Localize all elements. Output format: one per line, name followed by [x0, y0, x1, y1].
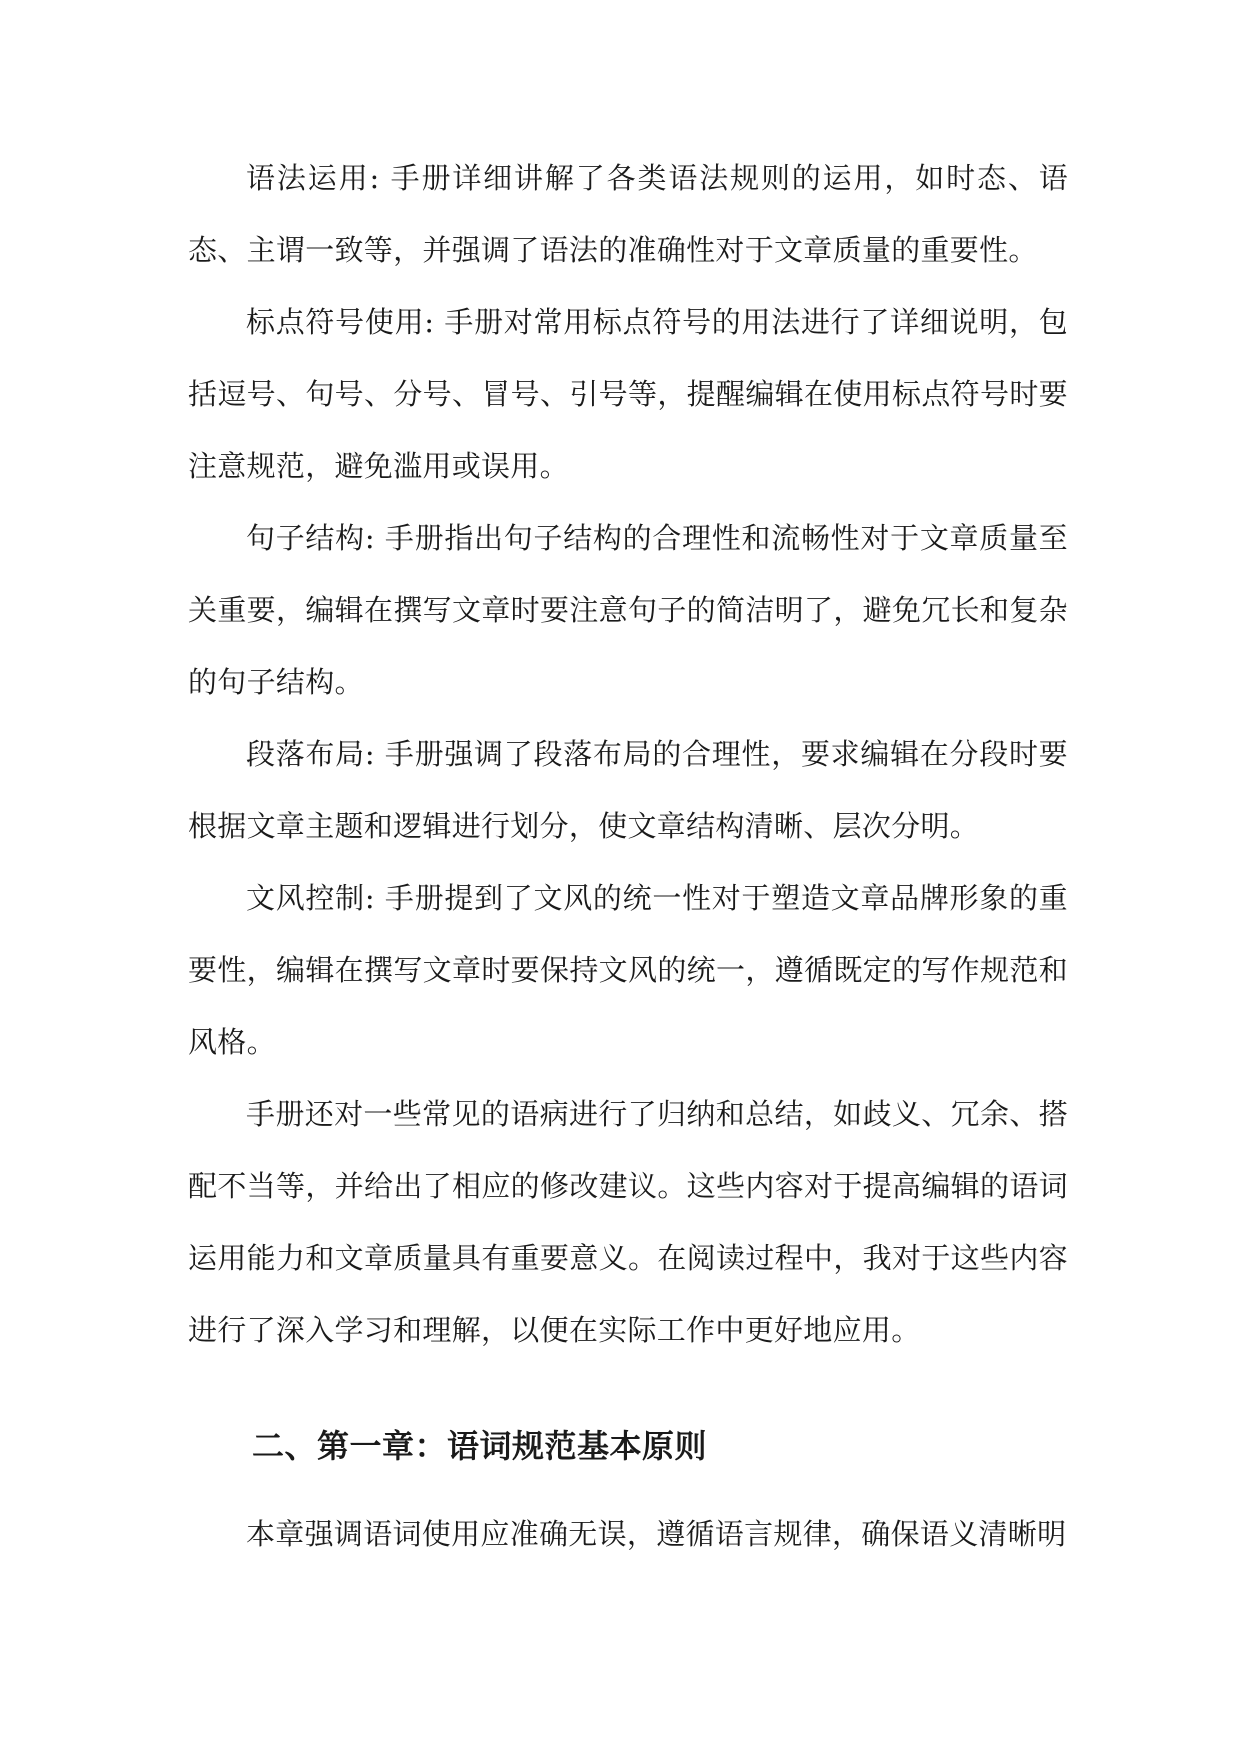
paragraph-sentence-structure: 句子结构: 手册指出句子结构的合理性和流畅性对于文章质量至关重要，编辑在撰写文章时要注意句子的简洁明了，避免冗长和复杂的句子结构。 [188, 521, 1068, 699]
paragraph-grammar-usage: 语法运用: 手册详细讲解了各类语法规则的运用，如时态、语态、主谓一致等，并强调了语法的准确性对于文章质量的重要性。 [188, 161, 1068, 267]
paragraph-style-control: 文风控制: 手册提到了文风的统一性对于塑造文章品牌形象的重要性，编辑在撰写文章时要保持文风的统一，遵循既定的写作规范和风格。 [188, 881, 1068, 1059]
section-heading: 二、第一章：语词规范基本原则 [252, 1427, 708, 1465]
document-body [188, 142, 1068, 1570]
paragraph-punctuation-usage: 标点符号使用: 手册对常用标点符号的用法进行了详细说明，包括逗号、句号、分号、冒号、引号等，提醒编辑在使用标点符号时要注意规范，避免滥用或误用。 [188, 305, 1068, 483]
paragraph-chapter-intro: 本章强调语词使用应准确无误，遵循语言规律，确保语义清晰明 [246, 1517, 1067, 1551]
paragraph-paragraph-layout: 段落布局: 手册强调了段落布局的合理性，要求编辑在分段时要根据文章主题和逻辑进行划分，使文章结构清晰、层次分明。 [188, 737, 1068, 843]
paragraph-common-errors: 手册还对一些常见的语病进行了归纳和总结，如歧义、冗余、搭配不当等，并给出了相应的修改建议。这些内容对于提高编辑的语词运用能力和文章质量具有重要意义。在阅读过程中，我对于这些内容进行了深入学习和理解，以便在实际工作中更好地应用。 [188, 1097, 1068, 1347]
